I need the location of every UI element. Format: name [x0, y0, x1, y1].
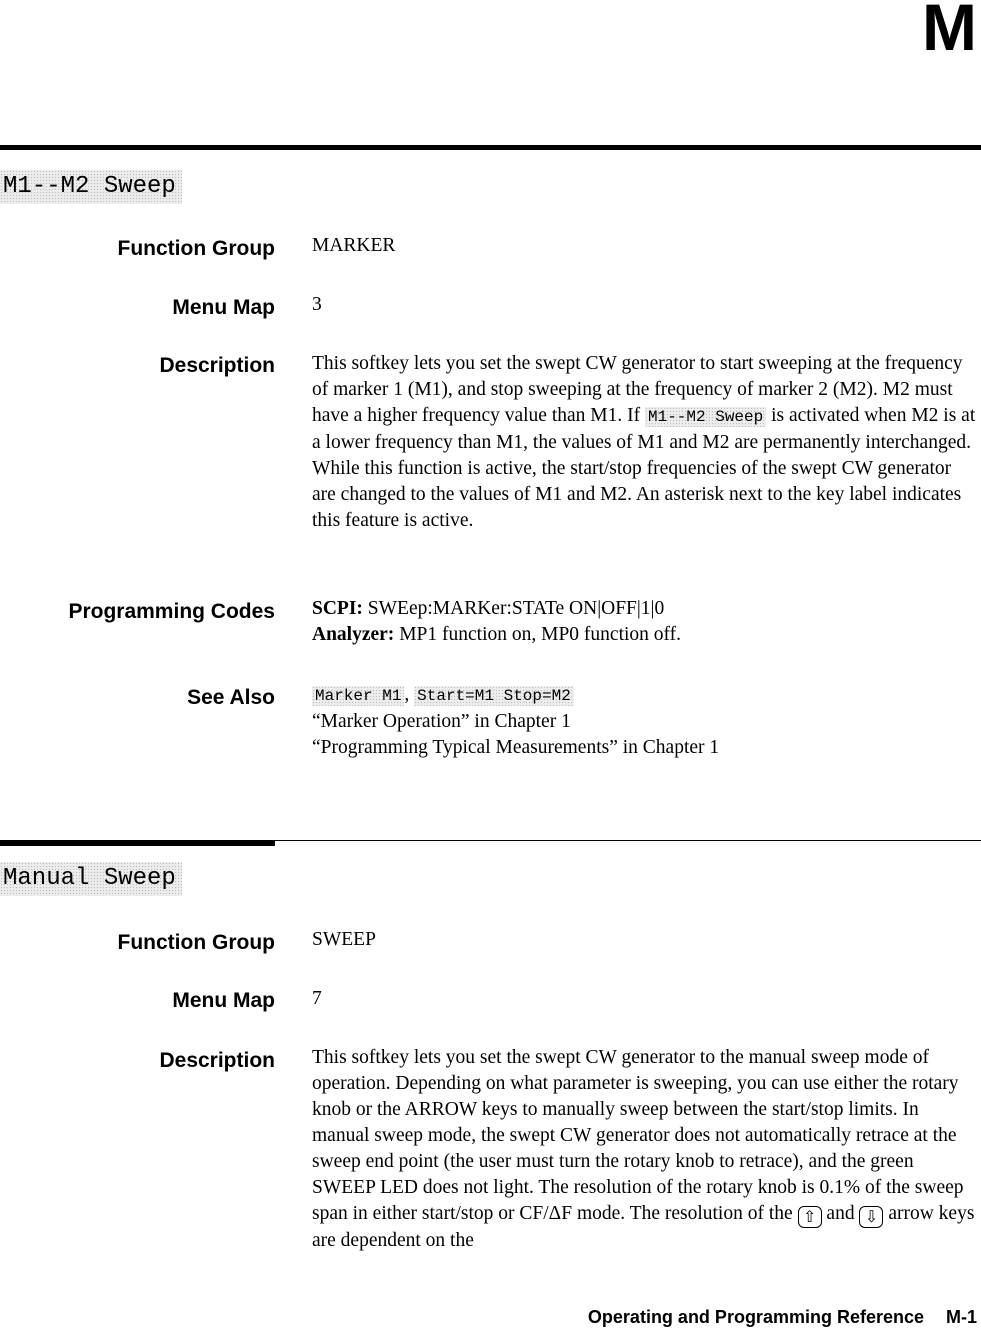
- see-also-label: See Also: [187, 686, 275, 709]
- menu-map-value: 7: [312, 988, 322, 1009]
- see-also-programming-typical: “Programming Typical Measurements” in Chapter 1: [312, 737, 720, 758]
- footer-title: Operating and Programming Reference: [587, 1307, 924, 1327]
- description-body: This softkey lets you set the swept CW generator to the manual sweep mode of operation. Depending on what parameter is sweeping, you can use either the rotary knob or the ARROW keys to manually sweep between the start/stop limits. In manual sweep mode, the swept CW generator does not automatically retrace at the sweep end point (the user must turn the rotary knob to retrace), and the green SWEEP LED does not light. The resolution of the rotary knob is 0.1% of the sweep span in either start/stop or CF/ΔF mode. The resolution of the: [312, 1047, 964, 1224]
- down-arrow-key-icon: ⇩: [859, 1206, 883, 1228]
- section-rule: [0, 145, 981, 150]
- description-part2: is activated when M2 is at a lower frequency than M1, the values of M1 and M2 are permanently interchanged. While this function is active, the start/stop frequencies of the swept CW generator are changed to the values of M1 and M2. An asterisk next to the key label indicates this feature is active.: [312, 405, 976, 531]
- see-also-marker-operation: “Marker Operation” in Chapter 1: [312, 711, 571, 732]
- page-footer: [588, 1307, 977, 1328]
- programming-codes: [312, 596, 978, 648]
- function-group-label: Function Group: [117, 931, 275, 954]
- description-part1: This softkey lets you set the swept CW generator to start sweeping at the frequency of marker 1 (M1), and stop sweeping at the frequency of marker 2 (M2). M2 must have a higher frequency value than M1. If: [312, 353, 963, 426]
- description-tail: arrow keys are dependent on the: [312, 1203, 975, 1251]
- menu-map-label: Menu Map: [172, 296, 275, 319]
- see-also-marker-m1-key: Marker M1: [312, 686, 404, 706]
- section-title-manual-sweep: Manual Sweep: [0, 862, 182, 896]
- function-group-label: Function Group: [117, 237, 275, 260]
- function-group-value: SWEEP: [312, 929, 376, 950]
- chapter-letter: M: [922, 0, 977, 64]
- description-text: [312, 351, 978, 534]
- section-title-m1-m2-sweep: M1--M2 Sweep: [0, 170, 182, 204]
- analyzer-value: MP1 function on, MP0 function off.: [394, 624, 682, 645]
- programming-codes-label: Programming Codes: [68, 600, 275, 623]
- see-also-start-stop-key: Start=M1 Stop=M2: [414, 686, 574, 706]
- scpi-label: SCPI:: [312, 598, 363, 619]
- analyzer-label: Analyzer:: [312, 624, 395, 645]
- function-group-value: MARKER: [312, 235, 396, 256]
- see-also-list: [312, 682, 978, 761]
- menu-map-label: Menu Map: [172, 989, 275, 1012]
- menu-map-value: 3: [312, 294, 322, 315]
- scpi-value: SWEep:MARKer:STATe ON|OFF|1|0: [362, 598, 665, 619]
- section-rule-thin: [275, 840, 981, 841]
- m1-m2-sweep-key: M1--M2 Sweep: [645, 407, 766, 427]
- description-and: and: [821, 1203, 860, 1224]
- description-label: Description: [159, 354, 275, 377]
- description-label: Description: [159, 1049, 275, 1072]
- up-arrow-key-icon: ⇧: [798, 1206, 822, 1228]
- description-text: [312, 1045, 978, 1254]
- see-also-separator: ,: [404, 684, 415, 705]
- section-rule-thick: [0, 840, 275, 846]
- page-number: M-1: [946, 1307, 977, 1327]
